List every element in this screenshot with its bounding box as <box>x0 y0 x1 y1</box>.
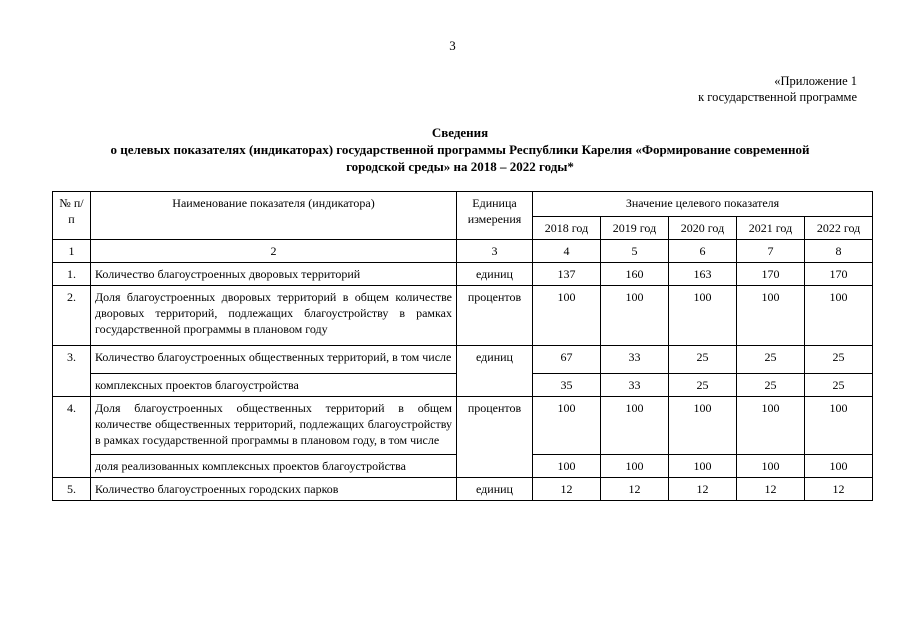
row-value: 100 <box>737 397 805 455</box>
title-line-1: Сведения <box>431 125 489 140</box>
row-value: 100 <box>805 455 873 478</box>
row-value: 25 <box>737 374 805 397</box>
row-name: Доля благоустроенных общественных территорий в общем количестве общественных территорий, подлежащих благоустройству в рамках государственной программы в плановом году, в том числе <box>91 397 457 455</box>
row-value: 25 <box>669 346 737 374</box>
header-row <box>53 192 873 217</box>
row-value: 12 <box>533 478 601 501</box>
row-num: 1. <box>53 263 91 286</box>
table-row <box>53 397 873 455</box>
row-unit: единиц <box>457 346 533 397</box>
row-value: 33 <box>601 346 669 374</box>
row-value: 25 <box>805 374 873 397</box>
row-unit: единиц <box>457 478 533 501</box>
title-line-2: о целевых показателях (индикаторах) государственной программы Республики Карелия «Формирование современной <box>110 142 810 157</box>
row-value: 100 <box>533 455 601 478</box>
row-value: 35 <box>533 374 601 397</box>
row-value: 100 <box>805 286 873 346</box>
row-value: 100 <box>805 397 873 455</box>
row-value: 67 <box>533 346 601 374</box>
row-name: доля реализованных комплексных проектов благоустройства <box>91 455 457 478</box>
row-value: 100 <box>533 286 601 346</box>
row-value: 33 <box>601 374 669 397</box>
row-value: 25 <box>805 346 873 374</box>
row-value: 100 <box>533 397 601 455</box>
row-value: 100 <box>737 286 805 346</box>
row-value: 100 <box>601 397 669 455</box>
row-value: 25 <box>669 374 737 397</box>
row-name: Количество благоустроенных городских парков <box>91 478 457 501</box>
col-number: 5 <box>601 240 669 263</box>
row-value: 100 <box>737 455 805 478</box>
row-num: 2. <box>53 286 91 346</box>
row-value: 25 <box>737 346 805 374</box>
table-row <box>53 263 873 286</box>
row-value: 170 <box>737 263 805 286</box>
header-year: 2019 год <box>601 217 669 240</box>
col-number: 1 <box>53 240 91 263</box>
row-value: 100 <box>669 286 737 346</box>
row-value: 12 <box>601 478 669 501</box>
row-value: 163 <box>669 263 737 286</box>
header-year: 2022 год <box>805 217 873 240</box>
header-year: 2020 год <box>669 217 737 240</box>
row-value: 100 <box>601 455 669 478</box>
row-num: 5. <box>53 478 91 501</box>
header-unit: Единица измерения <box>457 192 533 240</box>
col-number: 4 <box>533 240 601 263</box>
row-name: Количество благоустроенных дворовых территорий <box>91 263 457 286</box>
row-value: 12 <box>737 478 805 501</box>
header-year: 2021 год <box>737 217 805 240</box>
row-unit: единиц <box>457 263 533 286</box>
col-number: 3 <box>457 240 533 263</box>
col-number: 6 <box>669 240 737 263</box>
indicators-table <box>52 191 873 501</box>
row-value: 137 <box>533 263 601 286</box>
header-name: Наименование показателя (индикатора) <box>91 192 457 240</box>
appendix-line-1: «Приложение 1 <box>774 74 857 88</box>
table-row <box>53 478 873 501</box>
row-value: 170 <box>805 263 873 286</box>
row-num: 4. <box>53 397 91 478</box>
document-title <box>50 124 870 175</box>
row-name: Количество благоустроенных общественных территорий, в том числе <box>91 346 457 374</box>
row-unit: процентов <box>457 397 533 478</box>
row-unit: процентов <box>457 286 533 346</box>
row-value: 100 <box>669 455 737 478</box>
row-value: 12 <box>669 478 737 501</box>
col-number: 2 <box>91 240 457 263</box>
row-value: 100 <box>669 397 737 455</box>
page-number: 3 <box>449 38 456 53</box>
row-value: 12 <box>805 478 873 501</box>
column-number-row <box>53 240 873 263</box>
row-name: комплексных проектов благоустройства <box>91 374 457 397</box>
col-number: 7 <box>737 240 805 263</box>
row-value: 160 <box>601 263 669 286</box>
header-value-group: Значение целевого показателя <box>533 192 873 217</box>
table-row <box>53 286 873 346</box>
table-row <box>53 346 873 374</box>
header-year: 2018 год <box>533 217 601 240</box>
appendix-note <box>698 73 857 105</box>
title-line-3: городской среды» на 2018 – 2022 годы* <box>346 159 574 174</box>
row-name: Доля благоустроенных дворовых территорий в общем количестве дворовых территорий, подлежащих благоустройству в рамках государственной программы в плановом году <box>91 286 457 346</box>
header-num: № п/п <box>53 192 91 240</box>
row-value: 100 <box>601 286 669 346</box>
appendix-line-2: к государственной программе <box>698 90 857 104</box>
col-number: 8 <box>805 240 873 263</box>
row-num: 3. <box>53 346 91 397</box>
